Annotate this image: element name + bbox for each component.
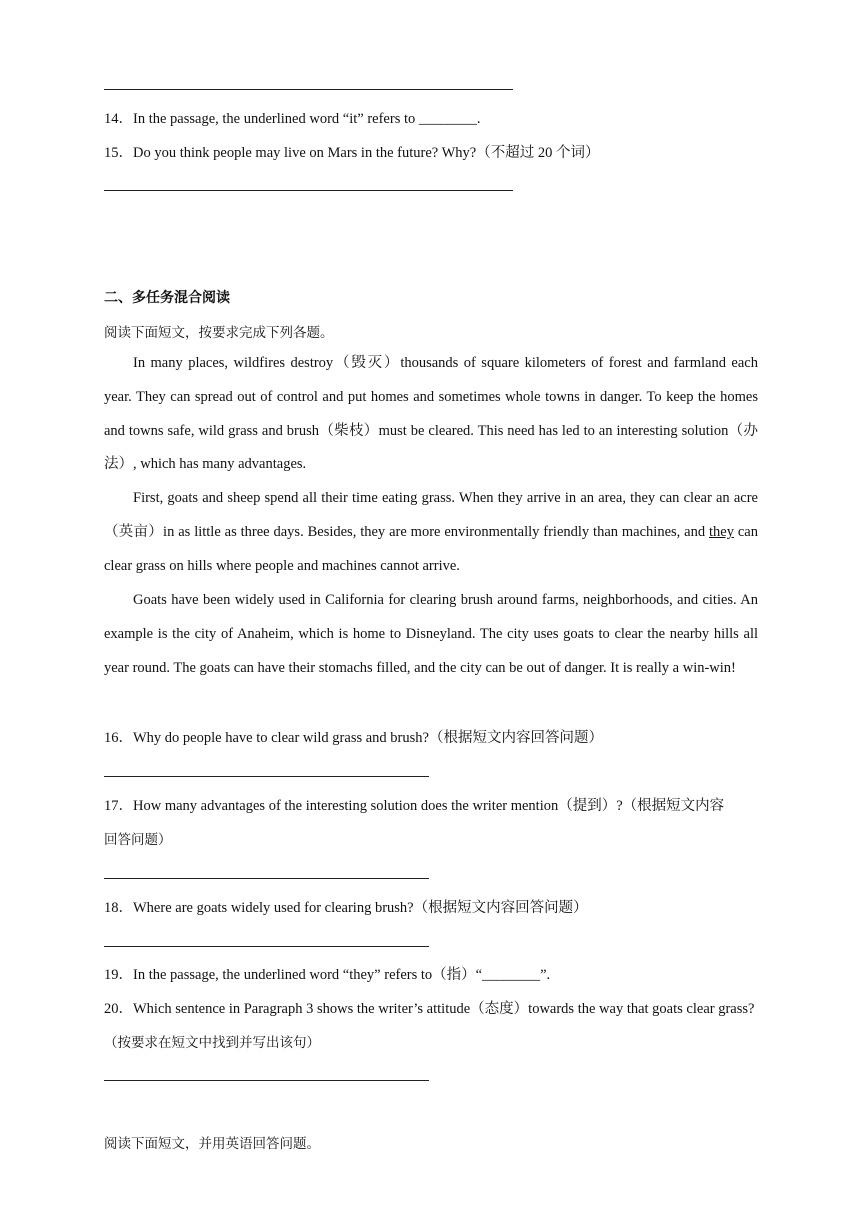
question-20-line-2: （按要求在短文中找到并写出该句） [104,1035,320,1051]
question-20-line-1: 20．Which sentence in Paragraph 3 shows the writer’s attitude（态度）towards the way that goats clear grass? [104,1001,755,1017]
section-instruction: 阅读下面短文，按要求完成下列各题。 [104,325,334,341]
answer-line-16[interactable] [104,776,429,777]
passage-paragraph-1: In many places, wildfires destroy（毁灭）thousands of square kilometers of forest and farmland each year. They can spread out of control and put homes and sometimes whole towns in danger. To keep the homes and towns safe, wild grass and brush（柴枝）must be cleared. This need has led to an interesting solution（办法）, which has many advantages. [104,355,758,473]
paragraph-2-text-after: can clear grass on hills where people and machines cannot arrive. [104,523,758,574]
question-15: 15．Do you think people may live on Mars in the future? Why?（不超过 20 个词） [104,145,600,161]
question-14: 14．In the passage, the underlined word “it” refers to ________. [104,111,481,127]
paragraph-2-text-before: First, goats and sheep spend all their time eating grass. When they arrive in an area, they can clear an acre（英亩）in as little as three days. Besides, they are more environmentally friendly than machines, and [104,490,758,540]
answer-line-18[interactable] [104,946,429,947]
answer-line-17[interactable] [104,878,429,879]
section-heading: 二、多任务混合阅读 [104,290,230,306]
question-19: 19．In the passage, the underlined word “they” refers to（指）“________”. [104,967,551,983]
question-16: 16．Why do people have to clear wild grass and brush?（根据短文内容回答问题） [104,730,603,746]
answer-line-20[interactable] [104,1080,429,1081]
question-17-line-2: 回答问题） [104,832,172,848]
passage-paragraph-2 [104,482,758,583]
answer-line-15[interactable] [104,190,513,191]
question-18: 18．Where are goats widely used for clearing brush?（根据短文内容回答问题） [104,900,588,916]
passage-paragraph-3: Goats have been widely used in California for clearing brush around farms, neighborhoods, and cities. An example is the city of Anaheim, which is home to Disneyland. The city uses goats to clear the nearby hills all year round. The goats can have their stomachs filled, and the city can be out of danger. It is really a win-win! [104,592,758,676]
question-17-line-1: 17．How many advantages of the interesting solution does the writer mention（提到）?（根据短文内容 [104,798,725,814]
underlined-word-they: they [709,523,734,540]
next-section-instruction: 阅读下面短文，并用英语回答问题。 [104,1136,320,1152]
answer-line-13[interactable] [104,89,513,90]
